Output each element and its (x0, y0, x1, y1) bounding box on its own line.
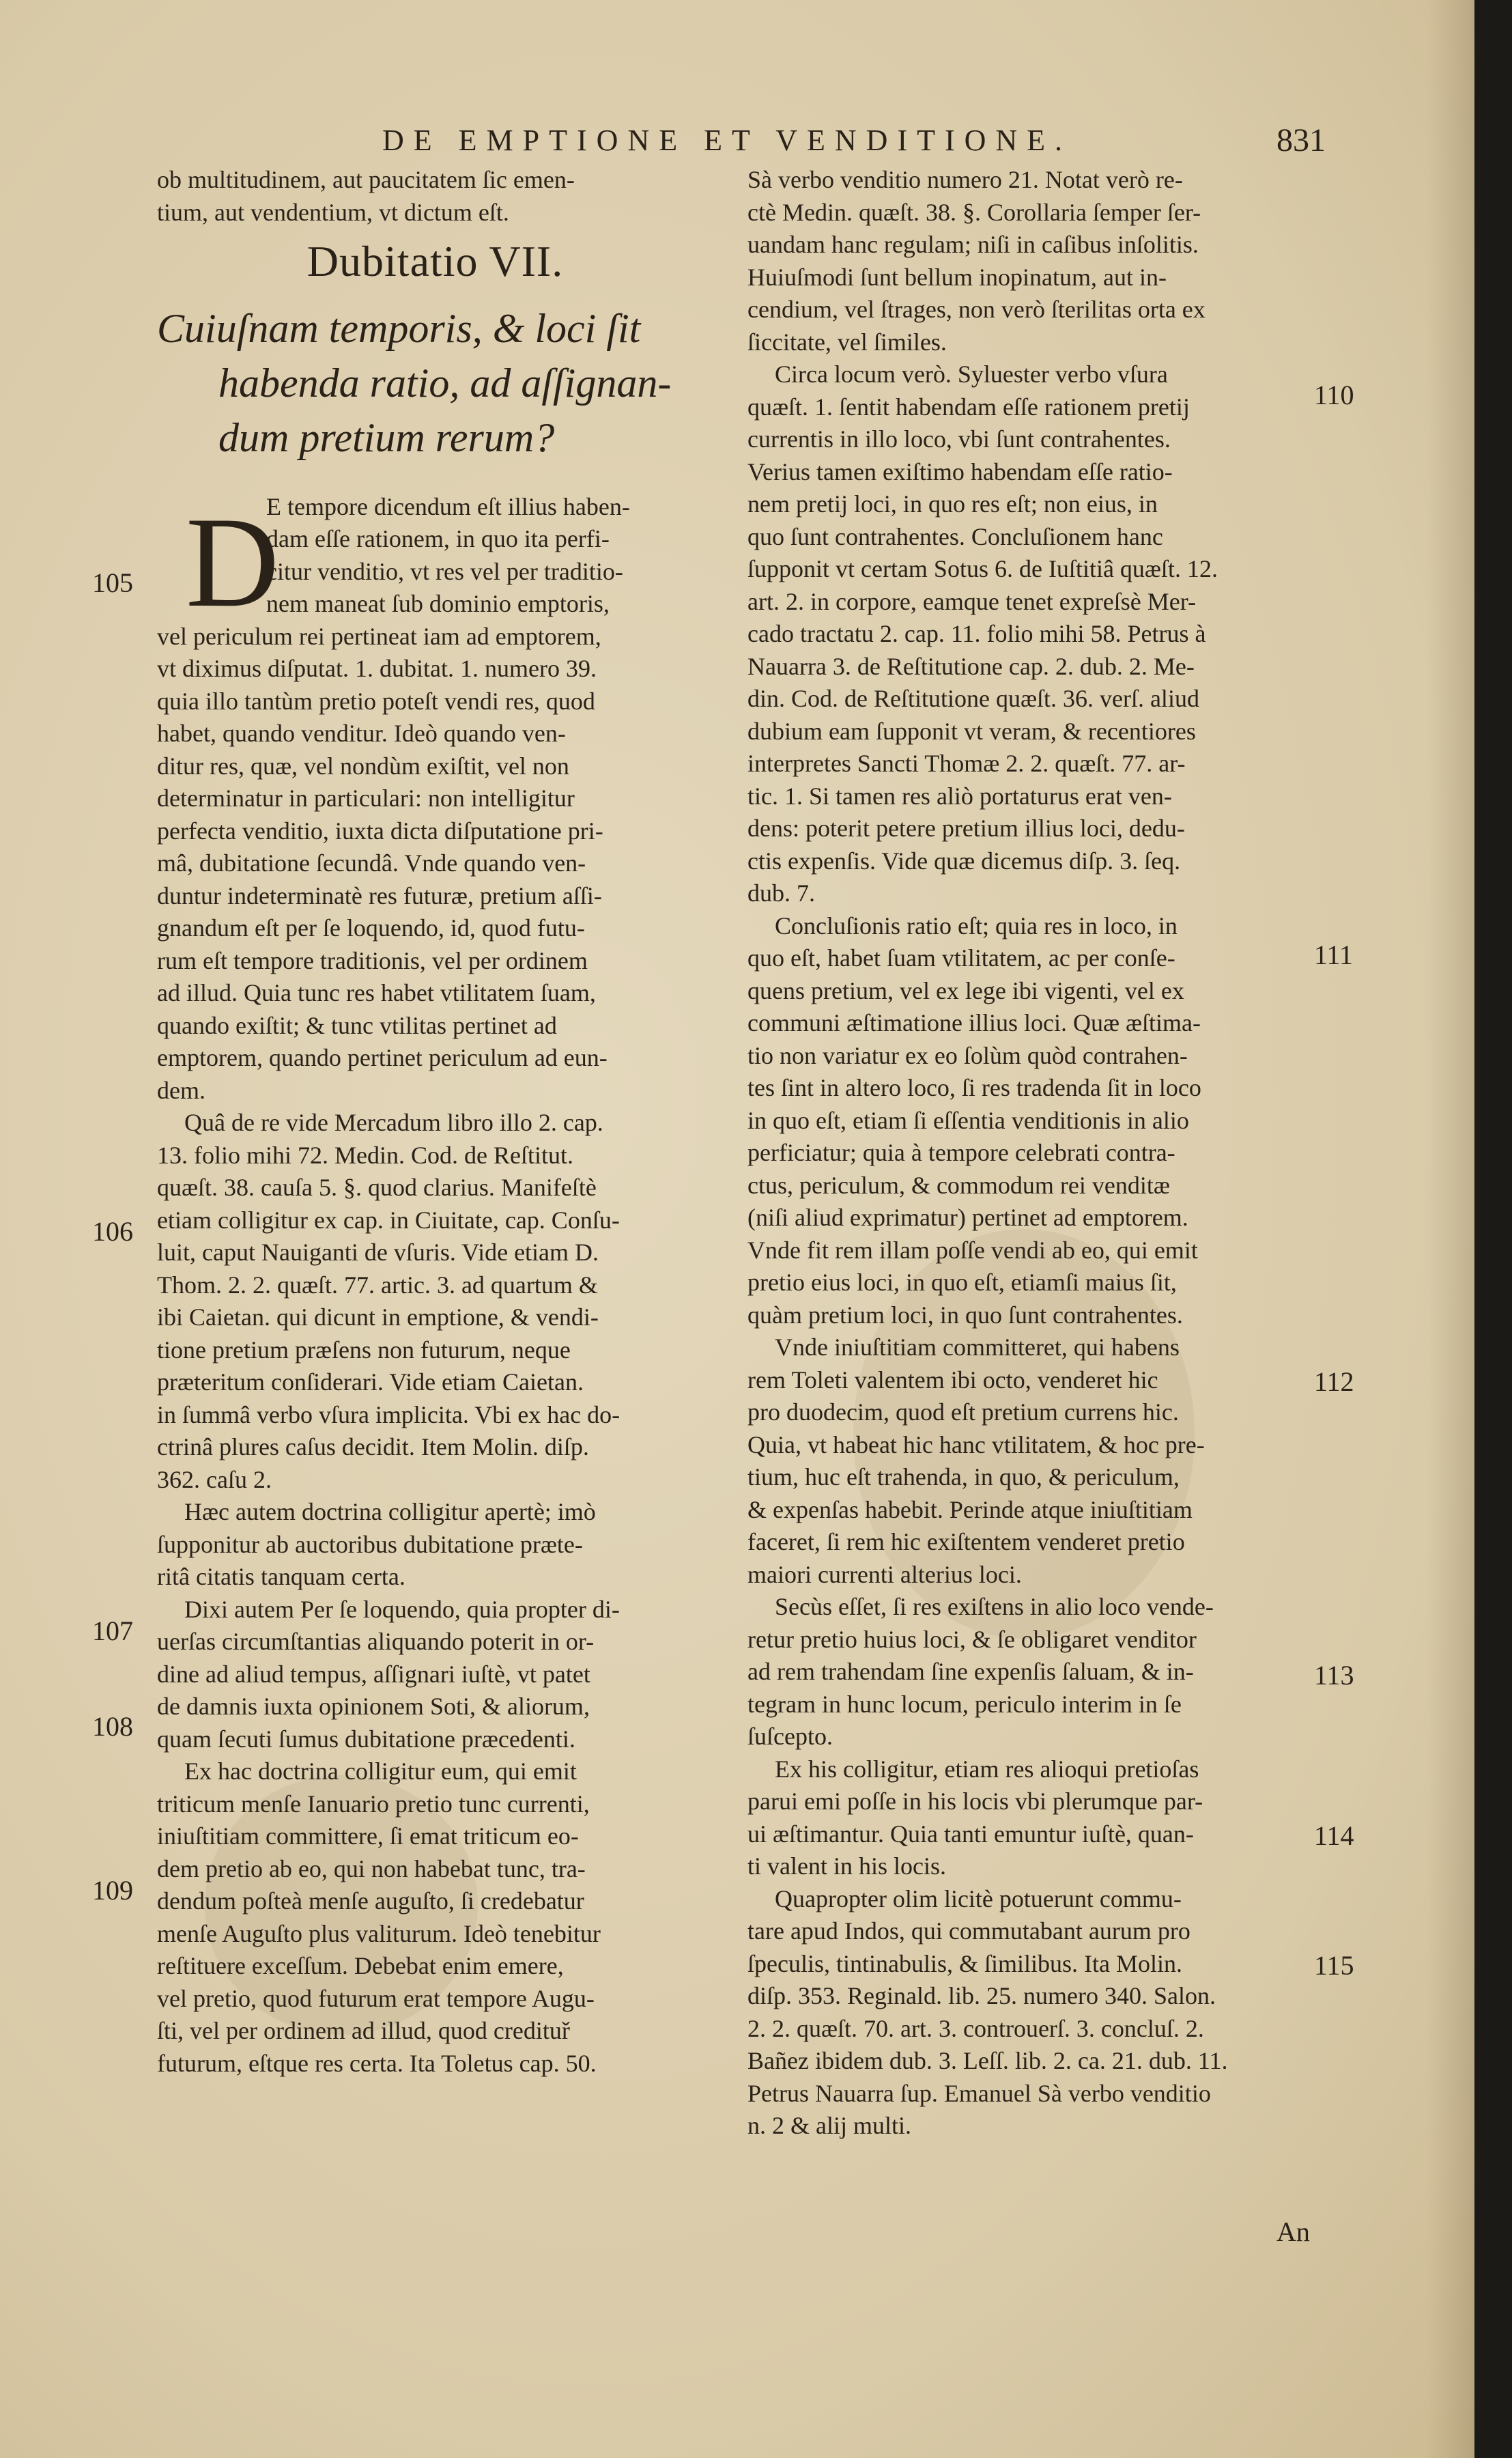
text-line: Bañez ibidem dub. 3. Leſſ. lib. 2. ca. 21. dub. 11. (747, 2047, 1228, 2074)
text-line: maiori currenti alterius loci. (747, 1560, 1022, 1588)
text-line: perfecta venditio, iuxta dicta diſputatione pri- (157, 817, 603, 845)
margin-paragraph-number: 106 (92, 1216, 133, 1247)
text-line: tare apud Indos, qui commutabant aurum pro (747, 1917, 1190, 1945)
margin-paragraph-number: 109 (92, 1875, 133, 1906)
text-line: citur venditio, vt res vel per traditio- (266, 557, 623, 585)
text-line: tione pretium præſens non futurum, neque (157, 1336, 571, 1364)
text-line: tium, aut vendentium, vt dictum eſt. (157, 198, 509, 226)
text-line: luit, caput Nauiganti de vſuris. Vide etiam D. (157, 1239, 599, 1266)
text-line: Circa locum verò. Syluester verbo vſura (775, 361, 1168, 388)
text-line: ſuſcepto. (747, 1723, 833, 1750)
opening-paragraph (157, 490, 713, 634)
page-number: 831 (1276, 122, 1326, 158)
text-line: retur pretio huius loci, & ſe obligaret venditor (747, 1625, 1197, 1653)
text-line: ad illud. Quia tunc res habet vtilitatem ſuam, (157, 979, 596, 1006)
margin-paragraph-number: 110 (1314, 380, 1354, 410)
question-line: habenda ratio, ad aſſignan- (218, 360, 672, 406)
text-line: Dixi autem Per ſe loquendo, quia propter di- (184, 1595, 620, 1623)
text-line: ctè Medin. quæſt. 38. §. Corollaria ſemper ſer- (747, 198, 1201, 226)
text-line: ſiccitate, vel ſimiles. (747, 328, 947, 356)
text-line: n. 2 & alij multi. (747, 2112, 911, 2139)
text-line: pro duodecim, quod eſt pretium currens hic. (747, 1398, 1179, 1426)
text-line: interpretes Sancti Thomæ 2. 2. quæſt. 77. ar- (747, 750, 1186, 777)
text-line: nem maneat ſub dominio emptoris, (266, 590, 610, 617)
text-line: quæſt. 38. cauſa 5. §. quod clarius. Manifeſtè (157, 1174, 597, 1201)
text-line: ob multitudinem, aut paucitatem ſic emen- (157, 166, 575, 193)
running-header (0, 116, 1474, 164)
margin-paragraph-number: 107 (92, 1615, 133, 1646)
margin-paragraph-number: 111 (1314, 940, 1354, 970)
text-line: dubium eam ſupponit vt veram, & recentiores (747, 717, 1196, 745)
text-line: rum eſt tempore traditionis, vel per ordinem (157, 946, 588, 974)
text-line: dendum poſteà menſe auguſto, ſi credebatur (157, 1887, 584, 1915)
text-line: ctrinâ plures caſus decidit. Item Molin. diſp. (157, 1433, 589, 1460)
text-line: ſpeculis, tintinabulis, & ſimilibus. Ita Molin. (747, 1949, 1182, 1977)
text-line: reſtituere exceſſum. Debebat enim emere, (157, 1952, 564, 1979)
text-line: etiam colligitur ex cap. in Ciuitate, cap. Conſu- (157, 1206, 620, 1234)
text-line: Ex hac doctrina colligitur eum, qui emit (184, 1757, 577, 1785)
text-line: ditur res, quæ, vel nondùm exiſtit, vel non (157, 752, 569, 780)
text-line: E tempore dicendum eſt illius haben- (266, 492, 630, 520)
margin-paragraph-number: 105 (92, 567, 133, 598)
text-line: quam ſecuti ſumus dubitatione præcedenti. (157, 1725, 575, 1753)
right-column (747, 164, 1307, 2143)
catchword: An (1276, 2216, 1310, 2247)
text-line: diſp. 353. Reginald. lib. 25. numero 340. Salon. (747, 1982, 1216, 2009)
text-line: ad rem trahendam ſine expenſis ſaluam, & in- (747, 1658, 1194, 1685)
margin-paragraph-number: 113 (1314, 1660, 1354, 1691)
text-line: tegram in hunc locum, periculo interim in ſe (747, 1690, 1182, 1718)
question-title (157, 301, 713, 465)
text-line: quens pretium, vel ex lege ibi vigenti, vel ex (747, 976, 1184, 1004)
drop-cap: D (186, 490, 280, 634)
text-line: tes ſint in altero loco, ſi res tradenda ſit in loco (747, 1074, 1201, 1101)
text-line: currentis in illo loco, vbi ſunt contrahentes. (747, 425, 1171, 453)
text-line: nem pretij loci, in quo res eſt; non eius, in (747, 490, 1158, 518)
text-line: rem Toleti valentem ibi octo, venderet hic (747, 1366, 1158, 1394)
text-line: mâ, dubitatione ſecundâ. Vnde quando ven- (157, 849, 586, 877)
section-heading: Dubitatio VII. (306, 237, 564, 285)
text-line: ibi Caietan. qui dicunt in emptione, & vendi- (157, 1303, 599, 1331)
text-line: quàm pretium loci, in quo ſunt contrahentes. (747, 1301, 1183, 1329)
text-line: vel periculum rei pertineat iam ad emptorem, (157, 622, 601, 650)
text-line: cado tractatu 2. cap. 11. folio mihi 58. Petrus à (747, 620, 1206, 647)
text-line: dam eſſe rationem, in quo ita perfi- (266, 525, 610, 552)
text-line: perficiatur; quia à tempore celebrati contra- (747, 1139, 1175, 1166)
margin-paragraph-number: 115 (1314, 1950, 1354, 1981)
text-line: Quapropter olim licitè potuerunt commu- (775, 1884, 1182, 1912)
text-line: Quia, vt habeat hic hanc vtilitatem, & hoc pre- (747, 1430, 1205, 1458)
text-line: Verius tamen exiſtimo habendam eſſe ratio- (747, 457, 1173, 485)
text-line: gnandum eſt per ſe loquendo, id, quod futu- (157, 914, 585, 942)
text-line: ritâ citatis tanquam certa. (157, 1563, 405, 1590)
text-line: quo ſunt contrahentes. Concluſionem hanc (747, 522, 1163, 550)
text-line: quo eſt, habet ſuam vtilitatem, ac per conſe- (747, 944, 1175, 972)
text-line: 362. caſu 2. (157, 1465, 272, 1493)
text-line: din. Cod. de Reſtitutione quæſt. 36. verſ. aliud (747, 685, 1199, 712)
text-line: Vnde iniuſtitiam committeret, qui habens (775, 1333, 1180, 1361)
question-line: Cuiuſnam temporis, & loci ſit (157, 305, 641, 351)
text-line: Petrus Nauarra ſup. Emanuel Sà verbo venditio (747, 2079, 1211, 2107)
text-line: de damnis iuxta opinionem Soti, & aliorum, (157, 1693, 590, 1720)
text-line: menſe Auguſto plus valiturum. Ideò tenebitur (157, 1919, 601, 1947)
text-line: ui æſtimantur. Quia tanti emuntur iuſtè, quan- (747, 1820, 1194, 1848)
text-line: pretio eius loci, in quo eſt, etiamſi maius ſit, (747, 1269, 1177, 1296)
text-line: (niſi aliud exprimatur) pertinet ad emptorem. (747, 1204, 1188, 1231)
text-line: ctus, periculum, & commodum rei venditæ (747, 1171, 1170, 1199)
text-line: Vnde fit rem illam poſſe vendi ab eo, qui emit (747, 1236, 1198, 1264)
text-line: ſupponit vt certam Sotus 6. de Iuſtitiâ quæſt. 12. (747, 555, 1218, 582)
text-line: communi æſtimatione illius loci. Quæ æſtima- (747, 1009, 1201, 1036)
text-line: Nauarra 3. de Reſtitutione cap. 2. dub. 2. Me- (747, 652, 1195, 680)
text-line: præteritum conſiderari. Vide etiam Caietan. (157, 1368, 584, 1396)
text-line: tic. 1. Si tamen res aliò portaturus erat ven- (747, 782, 1172, 810)
text-line: in quo eſt, etiam ſi eſſentia venditionis in alio (747, 1106, 1189, 1134)
text-line: quæſt. 1. ſentit habendam eſſe rationem pretij (747, 393, 1190, 421)
text-line: in ſummâ verbo vſura implicita. Vbi ex hac do- (157, 1400, 621, 1428)
text-line: Ex his colligitur, etiam res alioqui pretioſas (775, 1755, 1199, 1783)
text-line: dens: poterit petere pretium illius loci, dedu- (747, 815, 1185, 842)
text-line: uerſas circumſtantias aliquando poterit in or- (157, 1628, 595, 1655)
running-title: DE EMPTIONE ET VENDITIONE. (382, 124, 1072, 157)
text-line: 2. 2. quæſt. 70. art. 3. controuerſ. 3. concluſ. 2. (747, 2014, 1204, 2042)
text-line: ctis expenſis. Vide quæ dicemus diſp. 3. ſeq. (747, 847, 1181, 875)
text-line: art. 2. in corpore, eamque tenet expreſsè Mer- (747, 587, 1196, 615)
text-line: Quâ de re vide Mercadum libro illo 2. cap. (184, 1109, 603, 1136)
text-line: tio non variatur ex eo ſolùm quòd contrahen- (747, 1041, 1188, 1069)
text-line: dub. 7. (747, 879, 815, 907)
text-line: Hæc autem doctrina colligitur apertè; imò (184, 1498, 596, 1525)
text-line: Thom. 2. 2. quæſt. 77. artic. 3. ad quartum & (157, 1271, 598, 1299)
text-line: Concluſionis ratio eſt; quia res in loco, in (775, 912, 1178, 940)
text-line: uandam hanc regulam; niſi in caſibus inſolitis. (747, 231, 1199, 258)
text-line: ſupponitur ab auctoribus dubitatione præte- (157, 1530, 583, 1558)
text-line: dem pretio ab eo, qui non habebat tunc, tra- (157, 1854, 586, 1882)
text-line: Secùs eſſet, ſi res exiſtens in alio loco vende- (775, 1593, 1214, 1620)
page-gutter-shadow (1427, 0, 1474, 2458)
text-line: emptorem, quando pertinet periculum ad eun- (157, 1044, 608, 1071)
text-line: parui emi poſſe in his locis vbi plerumque par- (747, 1788, 1203, 1815)
text-line: dem. (157, 1076, 205, 1104)
text-line: iniuſtitiam committere, ſi emat triticum eo- (157, 1822, 579, 1850)
text-line: determinatur in particulari: non intelligitur (157, 785, 575, 812)
text-line: faceret, ſi rem hic exiſtentem venderet pretio (747, 1528, 1185, 1555)
text-line: Huiuſmodi ſunt bellum inopinatum, aut in- (747, 263, 1167, 291)
text-line: vt diximus diſputat. 1. dubitat. 1. numero 39. (157, 655, 597, 682)
text-line: 13. folio mihi 72. Medin. Cod. de Reſtitut. (157, 1141, 573, 1169)
text-line: ſti, vel per ordinem ad illud, quod credituř (157, 2017, 570, 2044)
text-line: tium, huc eſt trahenda, in quo, & periculum, (747, 1463, 1180, 1491)
text-line: futurum, eſtque res certa. Ita Toletus cap. 50. (157, 2049, 597, 2077)
text-line: dine ad aliud tempus, aſſignari iuſtè, vt patet (157, 1660, 590, 1688)
text-line: cendium, vel ſtrages, non verò ſterilitas orta ex (747, 296, 1206, 323)
text-line: vel pretio, quod futurum erat tempore Augu- (157, 1984, 595, 2012)
text-line: & expenſas habebit. Perinde atque iniuſtitiam (747, 1495, 1193, 1523)
text-line: duntur indeterminatè res futuræ, pretium aſſi- (157, 881, 602, 909)
margin-paragraph-number: 108 (92, 1711, 133, 1742)
text-line: triticum menſe Ianuario pretio tunc currenti, (157, 1790, 590, 1818)
text-line: habet, quando venditur. Ideò quando ven- (157, 720, 566, 747)
left-column (157, 164, 713, 2080)
margin-paragraph-number: 114 (1314, 1820, 1354, 1851)
text-line: quia illo tantùm pretio poteſt vendi res, quod (157, 687, 595, 715)
text-line: ti valent in his locis. (747, 1852, 946, 1880)
question-line: dum pretium rerum? (218, 414, 555, 460)
text-line: Sà verbo venditio numero 21. Notat verò re- (747, 166, 1183, 193)
margin-paragraph-number: 112 (1314, 1366, 1354, 1397)
text-line: quando exiſtit; & tunc vtilitas pertinet ad (157, 1011, 557, 1039)
